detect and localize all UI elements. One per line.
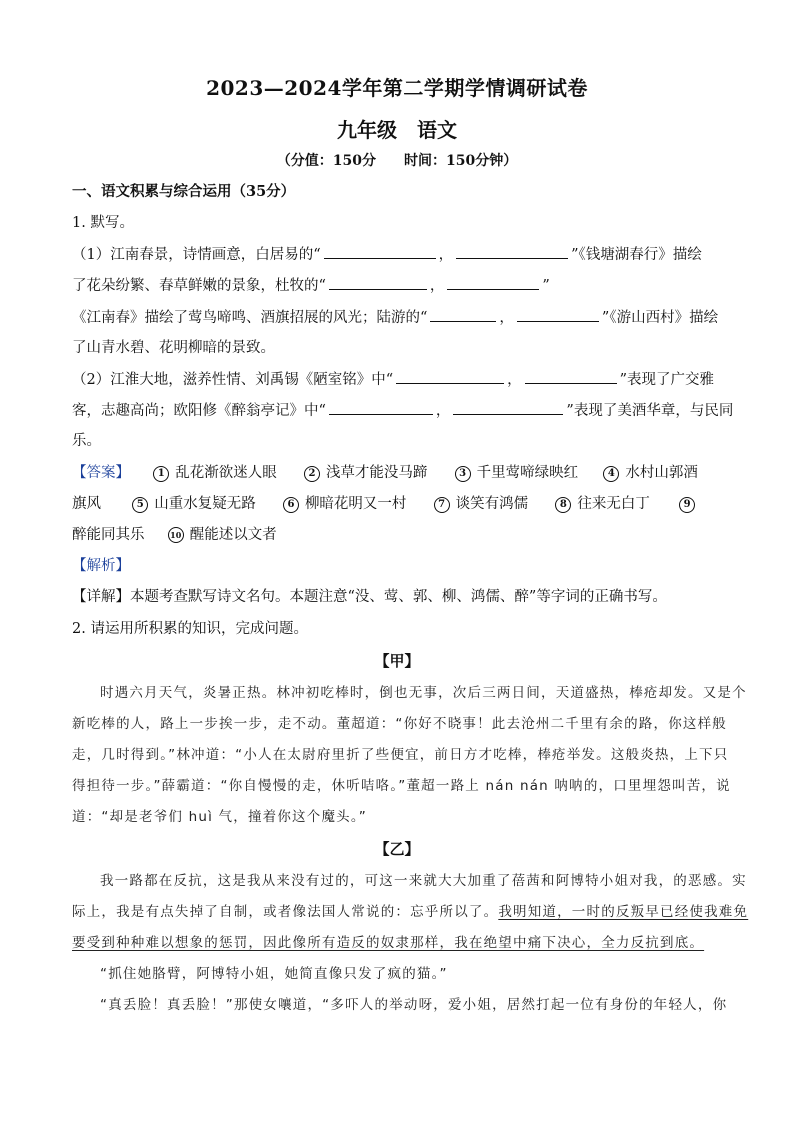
text-segment: 《江南春》描绘了莺鸟啼鸣、酒旗招展的风光；陆游的“ bbox=[72, 310, 428, 326]
answer-item: 旗风 bbox=[72, 496, 101, 512]
text-segment: （2）江淮大地，滋养性情、刘禹锡《陋室铭》中“ bbox=[72, 372, 394, 388]
text-segment: ， bbox=[438, 247, 454, 263]
text-segment: ， bbox=[507, 372, 522, 388]
answer-blank[interactable] bbox=[456, 244, 568, 259]
question-2-label: 2. 请运用所积累的知识，完成问题。 bbox=[72, 621, 308, 637]
q1-part2-line2 bbox=[72, 400, 734, 421]
analysis-detail: 【详解】本题考查默写诗文名句。本题注意“没、莺、郭、柳、鸿儒、醉”等字词的正确书写。 bbox=[72, 589, 667, 605]
answer-blank[interactable] bbox=[324, 244, 436, 259]
answer-item: 醒能述以文者 bbox=[189, 527, 277, 543]
circled-number-1: 1 bbox=[153, 466, 169, 482]
circled-number-7: 7 bbox=[434, 497, 450, 513]
passage-yi-line: “真丢脸！真丢脸！”那使女嚷道，“多吓人的举动呀，爱小姐，居然打起一位有身份的年轻人，你 bbox=[100, 997, 728, 1013]
answer-line-2 bbox=[72, 494, 724, 514]
exam-subtitle: 九年级 语文 bbox=[337, 118, 457, 142]
answer-blank[interactable] bbox=[329, 400, 433, 415]
question-1-label: 1. 默写。 bbox=[72, 215, 134, 231]
text-segment: ”表现了美酒华章，与民同 bbox=[566, 403, 734, 419]
text-segment: ”《游山西村》描绘 bbox=[601, 310, 719, 326]
answer-item: 水村山郭酒 bbox=[625, 465, 698, 481]
exam-title: 2023—2024学年第二学期学情调研试卷 bbox=[206, 76, 588, 100]
circled-number-8: 8 bbox=[555, 497, 571, 513]
passage-text: 际上，我是有点失掉了自制，或者像法国人常说的：忘乎所以了。 bbox=[72, 904, 499, 920]
answer-blank[interactable] bbox=[396, 369, 504, 384]
circled-number-4: 4 bbox=[603, 466, 619, 482]
passage-jia-line: 新吃棒的人，路上一步挨一步，走不动。董超道：“你好不晓事！此去沧州二千里有余的路，你这样般 bbox=[72, 716, 727, 732]
passage-jia-line: 道：“却是老爷们 huì 气，撞着你这个魔头。” bbox=[72, 809, 367, 825]
q1-part1-line1 bbox=[72, 244, 724, 265]
answer-item: 乱花渐欲迷人眼 bbox=[175, 465, 277, 481]
text-segment: 了花朵纷繁、春草鲜嫩的景象，杜牧的“ bbox=[72, 278, 326, 294]
circled-number-6: 6 bbox=[283, 497, 299, 513]
answer-item: 醉能同其乐 bbox=[72, 527, 145, 543]
circled-number-3: 3 bbox=[455, 466, 471, 482]
answer-blank[interactable] bbox=[453, 400, 563, 415]
exam-meta: （分值：150分 时间：150分钟） bbox=[276, 153, 518, 169]
answer-blank[interactable] bbox=[430, 307, 496, 322]
answer-item: 往来无白丁 bbox=[577, 496, 650, 512]
text-segment: ” bbox=[542, 278, 550, 294]
answer-blank[interactable] bbox=[447, 275, 539, 290]
answer-blank[interactable] bbox=[517, 307, 599, 322]
answer-item: 柳暗花明又一村 bbox=[304, 496, 407, 512]
underlined-sentence: 要受到种种难以想象的惩罚，因此像所有造反的奴隶那样，我在绝望中痛下决心，全力反抗到底。 bbox=[72, 935, 705, 951]
text-segment: ， bbox=[435, 403, 451, 419]
answer-blank[interactable] bbox=[525, 369, 617, 384]
text-segment: ， bbox=[499, 310, 514, 326]
passage-jia-line: 时遇六月天气，炎暑正热。林冲初吃棒时，倒也无事，次后三两日间，天道盛热，棒疮却发。又是个 bbox=[100, 685, 747, 701]
analysis-tag: 【解析】 bbox=[72, 558, 130, 574]
section-heading: 一、语文积累与综合运用（35分） bbox=[72, 183, 296, 200]
answer-blank[interactable] bbox=[329, 275, 427, 290]
passage-jia-heading: 【甲】 bbox=[374, 652, 420, 670]
passage-jia-line: 得担待一步。”薛霸道：“你自慢慢的走，休听咭咯。”董超一路上 nán nán 呐呐的，口里埋怨叫苦，说 bbox=[72, 778, 731, 794]
passage-yi-heading: 【乙】 bbox=[374, 840, 420, 858]
answer-line-3 bbox=[72, 525, 724, 545]
q1-part1-line2 bbox=[72, 275, 724, 296]
text-segment: ， bbox=[429, 278, 445, 294]
q1-part1-line4: 了山青水碧、花明柳暗的景致。 bbox=[72, 340, 275, 356]
answer-item: 千里莺啼绿映红 bbox=[476, 465, 579, 481]
passage-yi-line: “抓住她胳臂，阿博特小姐，她简直像只发了疯的猫。” bbox=[100, 966, 448, 982]
circled-number-9: 9 bbox=[679, 497, 695, 513]
answer-tag: 【答案】 bbox=[72, 465, 130, 481]
text-segment: ”《钱塘湖春行》描绘 bbox=[571, 247, 702, 263]
circled-number-10: 10 bbox=[168, 527, 184, 543]
passage-jia-line: 走，几时得到。”林冲道：“小人在太尉府里折了些便宜，前日方才吃棒，棒疮举发。这般炎热，上下只 bbox=[72, 747, 729, 763]
text-segment: 客，志趣高尚；欧阳修《醉翁亭记》中“ bbox=[72, 403, 326, 419]
q1-part1-line3 bbox=[72, 307, 724, 328]
q1-part2-line1 bbox=[72, 369, 724, 390]
text-segment: （1）江南春景，诗情画意，白居易的“ bbox=[72, 247, 321, 263]
answer-line-1 bbox=[72, 463, 724, 483]
underlined-sentence: 我明知道，一时的反叛早已经使我难免 bbox=[498, 904, 749, 920]
answer-item: 浅草才能没马蹄 bbox=[325, 465, 428, 481]
passage-yi-line bbox=[72, 902, 749, 922]
passage-yi-line: 我一路都在反抗，这是我从来没有过的，可这一来就大大加重了蓓茜和阿博特小姐对我，的恶感。实 bbox=[100, 873, 747, 889]
circled-number-2: 2 bbox=[304, 466, 320, 482]
answer-item: 谈笑有鸿儒 bbox=[455, 496, 529, 512]
q1-part2-line3: 乐。 bbox=[72, 433, 101, 449]
circled-number-5: 5 bbox=[132, 497, 148, 513]
answer-item: 山重水复疑无路 bbox=[154, 496, 256, 512]
text-segment: ”表现了广交雅 bbox=[619, 372, 715, 388]
